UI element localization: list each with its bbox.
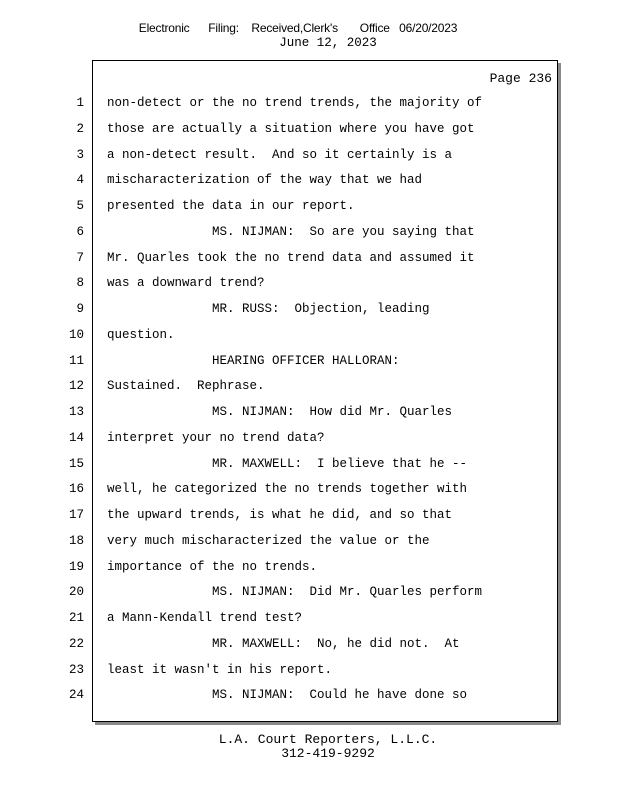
line-text: MR. MAXWELL: No, he did not. At: [107, 636, 460, 651]
line-number: 2: [76, 121, 84, 136]
transcript-line: [0, 583, 618, 609]
transcript-date: June 12, 2023: [279, 36, 377, 50]
line-text: was a downward trend?: [107, 276, 265, 291]
line-text: very much mischaracterized the value or the: [107, 533, 430, 548]
line-text: MR. MAXWELL: I believe that he --: [107, 456, 468, 471]
transcript-line: [0, 661, 618, 687]
transcript-line: [0, 300, 618, 326]
line-number: 21: [68, 611, 84, 625]
line-text: a non-detect result. And so it certainly is a: [107, 147, 453, 162]
line-text: mischaracterization of the way that we had: [107, 173, 423, 188]
line-text: MS. NIJMAN: So are you saying that: [107, 224, 475, 239]
line-text: non-detect or the no trend trends, the majority of: [107, 96, 483, 110]
transcript-line: [0, 635, 618, 661]
line-number: 22: [68, 636, 84, 651]
transcript-line: [0, 146, 618, 172]
line-number: 23: [68, 662, 84, 677]
line-text: MS. NIJMAN: How did Mr. Quarles: [107, 405, 453, 419]
line-number: 18: [68, 533, 84, 548]
transcript-line: [0, 558, 618, 584]
line-number: 4: [76, 173, 84, 188]
line-number: 6: [76, 224, 84, 239]
transcript-line: [0, 609, 618, 635]
line-number: 8: [76, 276, 84, 291]
transcript-line: [0, 274, 618, 300]
transcript-line: [0, 532, 618, 558]
page-number: Page 236: [489, 71, 552, 86]
line-text: least it wasn't in his report.: [107, 662, 333, 677]
reporter-phone: 312-419-9292: [281, 746, 375, 761]
line-text: MR. RUSS: Objection, leading: [107, 302, 430, 316]
transcript-line: [0, 352, 618, 378]
line-text: those are actually a situation where you have got: [107, 121, 475, 136]
line-text: importance of the no trends.: [107, 559, 318, 574]
transcript-lines: [0, 94, 618, 712]
transcript-line: [0, 197, 618, 223]
line-text: question.: [107, 327, 175, 342]
line-text: MS. NIJMAN: Did Mr. Quarles perform: [107, 585, 483, 600]
line-number: 20: [68, 585, 84, 600]
line-number: 16: [68, 482, 84, 497]
reporter-company: L.A. Court Reporters, L.L.C.: [218, 732, 438, 747]
line-text: presented the data in our report.: [107, 199, 355, 213]
transcript-line: [0, 171, 618, 197]
transcript-line: [0, 326, 618, 352]
line-number: 10: [68, 327, 84, 342]
transcript-line: [0, 249, 618, 275]
transcript-line: [0, 506, 618, 532]
line-number: 1: [76, 96, 84, 110]
line-number: 15: [68, 456, 84, 471]
line-text: a Mann-Kendall trend test?: [107, 611, 303, 625]
line-number: 17: [68, 508, 84, 522]
transcript-line: [0, 429, 618, 455]
line-number: 3: [76, 147, 84, 162]
line-number: 24: [68, 688, 84, 703]
line-number: 9: [76, 302, 84, 316]
line-text: MS. NIJMAN: Could he have done so: [107, 688, 468, 703]
reporter-footer: [0, 733, 618, 761]
transcript-line: [0, 94, 618, 120]
line-number: 7: [76, 250, 84, 265]
transcript-line: [0, 403, 618, 429]
transcript-line: [0, 120, 618, 146]
transcript-line: [0, 223, 618, 249]
line-number: 11: [68, 353, 84, 368]
filing-stamp: Electronic Filing: Received,Clerk's Office 06/20/2023: [138, 21, 458, 35]
line-text: Sustained. Rephrase.: [107, 379, 265, 394]
line-number: 19: [68, 559, 84, 574]
line-number: 12: [68, 379, 84, 394]
line-text: HEARING OFFICER HALLORAN:: [107, 353, 400, 368]
line-number: 13: [68, 405, 84, 419]
line-text: interpret your no trend data?: [107, 430, 325, 445]
line-text: the upward trends, is what he did, and so that: [107, 508, 453, 522]
line-number: 5: [76, 199, 84, 213]
transcript-line: [0, 686, 618, 712]
line-text: well, he categorized the no trends together with: [107, 482, 468, 497]
transcript-line: [0, 480, 618, 506]
line-number: 14: [68, 430, 84, 445]
transcript-line: [0, 455, 618, 481]
transcript-line: [0, 377, 618, 403]
line-text: Mr. Quarles took the no trend data and assumed it: [107, 250, 475, 265]
